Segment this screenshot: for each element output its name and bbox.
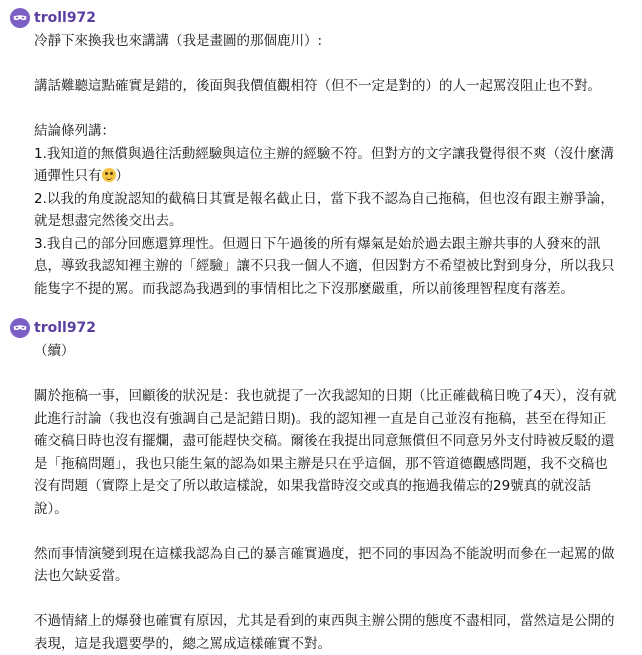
post-subtitle: （續） xyxy=(34,340,642,363)
comment-post-2 xyxy=(0,314,642,655)
post-header xyxy=(34,314,642,340)
post-line-suffix: ） xyxy=(116,168,130,184)
masked-avatar-icon[interactable] xyxy=(10,8,30,28)
post-line: 確交稿日時也沒有擺爛，盡可能趕快交稿。爾後在我提出同意無償但不同意另外支付時被反駁的還 xyxy=(34,430,642,453)
post-line: 能隻字不提的罵。而我認為我遇到的事情相比之下沒那麼嚴重，所以前後理智程度有落差。 xyxy=(34,278,642,301)
post-body xyxy=(34,340,642,655)
comment-post-1 xyxy=(0,4,642,300)
post-line: 關於拖稿一事，回顧後的狀況是：我也就提了一次我認知的日期（比正確截稿日晚了4天），沒有就 xyxy=(34,385,642,408)
post-line: 不過情緒上的爆發也確實有原因，尤其是看到的東西與主辦公開的態度不盡相同，當然這是公開的 xyxy=(34,610,642,633)
post-line: 就是想盡完然後交出去。 xyxy=(34,210,642,233)
post-line-text: 通彈性只有 xyxy=(34,168,102,184)
masked-avatar-icon[interactable] xyxy=(10,318,30,338)
post-line: 2.以我的角度說認知的截稿日其實是報名截止日，當下我不認為自己拖稿，但也沒有跟主辦爭論， xyxy=(34,188,642,211)
post-header xyxy=(34,4,642,30)
post-line: 冷靜下來換我也來講講（我是畫圖的那個鹿川）: xyxy=(34,30,642,53)
post-line-with-emoji xyxy=(34,165,642,188)
post-body xyxy=(34,30,642,300)
post-line: 講話難聽這點確實是錯的，後面與我價值觀相符（但不一定是對的）的人一起罵沒阻止也不對。 xyxy=(34,75,642,98)
post-line: 說）。 xyxy=(34,498,642,521)
post-line: 3.我自己的部分回應還算理性。但週日下午過後的所有爆氣是始於過去跟主辦共事的人發來的訊 xyxy=(34,233,642,256)
username[interactable]: troll972 xyxy=(34,319,96,337)
post-line: 法也欠缺妥當。 xyxy=(34,565,642,588)
laughing-face-emoji-icon xyxy=(102,168,116,182)
post-line: 息，導致我認知裡主辦的「經驗」讓不只我一個人不適，但因對方不希望被比對到身分，所以我只 xyxy=(34,255,642,278)
post-line: 1.我知道的無償與過往活動經驗與這位主辦的經驗不符。但對方的文字讓我覺得很不爽（沒什麼溝 xyxy=(34,143,642,166)
post-line: 是「拖稿問題」，我也只能生氣的認為如果主辦是只在乎這個，那不管道德觀感問題，我不交稿也 xyxy=(34,453,642,476)
post-line: 此進行討論（我也沒有強調自己是記錯日期)。我的認知裡一直是自己並沒有拖稿，甚至在得知正 xyxy=(34,408,642,431)
post-line: 然而事情演變到現在這樣我認為自己的暴言確實過度，把不同的事因為不能說明而參在一起罵的做 xyxy=(34,543,642,566)
username[interactable]: troll972 xyxy=(34,9,96,27)
post-line: 沒有問題（實際上是交了所以敢這樣說，如果我當時沒交或真的拖過我備忘的29號真的就沒話 xyxy=(34,475,642,498)
post-line: 結論條列講： xyxy=(34,120,642,143)
post-line: 表現，這是我還要學的，總之罵成這樣確實不對。 xyxy=(34,633,642,655)
